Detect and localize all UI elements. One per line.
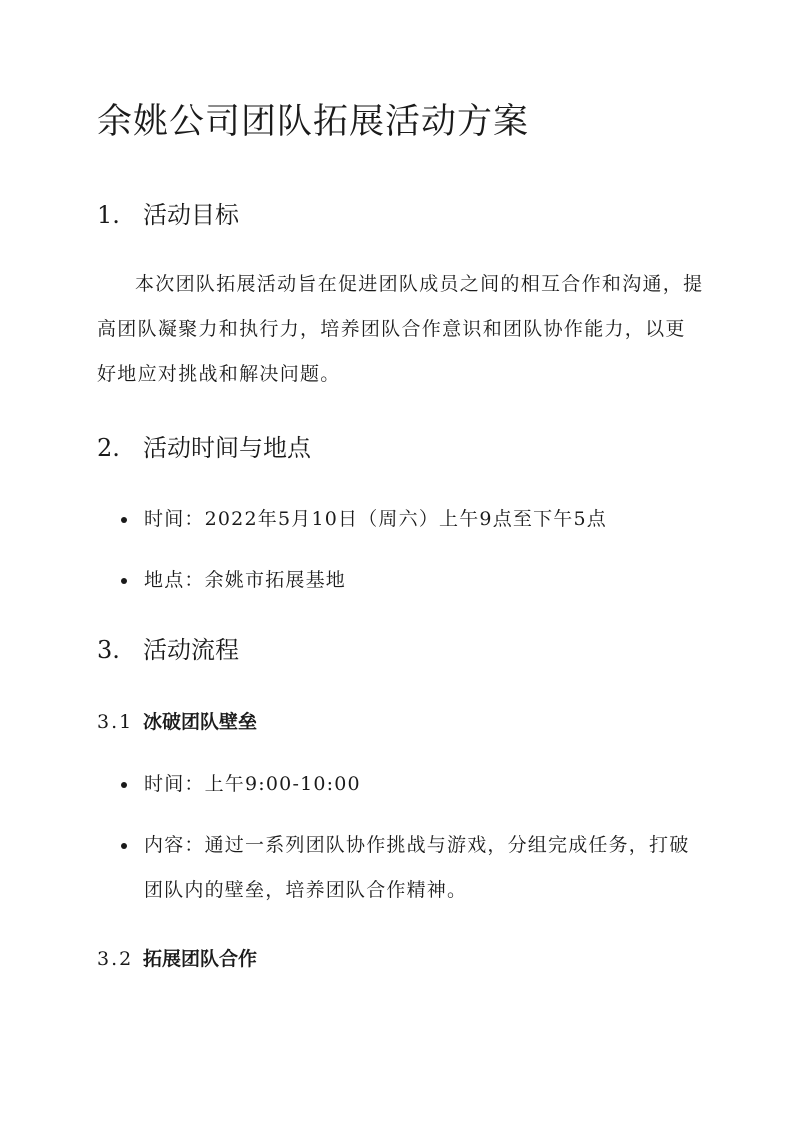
section-1-paragraph: 本次团队拓展活动旨在促进团队成员之间的相互合作和沟通，提高团队凝聚力和执行力，培养团队合作意识和团队协作能力，以更好地应对挑战和解决问题。 <box>97 273 704 385</box>
list-item <box>112 497 690 542</box>
bullet-icon <box>121 843 127 849</box>
section-title: 活动目标 <box>143 201 239 229</box>
section-heading-3 <box>97 630 239 665</box>
bullet-icon <box>121 782 127 788</box>
list-item-text: 内容：通过一系列团队协作挑战与游戏，分组完成任务，打破团队内的壁垒，培养团队合作精神。 <box>144 834 690 901</box>
list-item-text: 地点：余姚市拓展基地 <box>144 569 347 591</box>
bullet-icon <box>121 517 127 523</box>
bullet-icon <box>121 578 127 584</box>
section-title: 活动时间与地点 <box>143 434 311 462</box>
list-item <box>112 823 690 913</box>
section-heading-2 <box>97 428 311 463</box>
section-number: 1. <box>97 201 120 229</box>
list-item-text: 时间：上午9:00-10:00 <box>144 773 361 795</box>
subsection-number: 3.2 <box>97 948 134 970</box>
page-title: 余姚公司团队拓展活动方案 <box>97 102 530 142</box>
subsection-number: 3.1 <box>97 711 134 733</box>
subsection-title: 拓展团队合作 <box>143 948 258 970</box>
list-item <box>112 762 690 807</box>
subsection-heading-3-1 <box>97 707 257 734</box>
section-heading-1 <box>97 195 239 230</box>
section-number: 2. <box>97 434 120 462</box>
subsection-title: 冰破团队壁垒 <box>143 711 258 733</box>
subsection-heading-3-2 <box>97 944 257 971</box>
list-item-text: 时间：2022年5月10日（周六）上午9点至下午5点 <box>144 508 607 530</box>
section-title: 活动流程 <box>143 636 239 664</box>
list-item <box>112 558 690 603</box>
section-number: 3. <box>97 636 120 664</box>
